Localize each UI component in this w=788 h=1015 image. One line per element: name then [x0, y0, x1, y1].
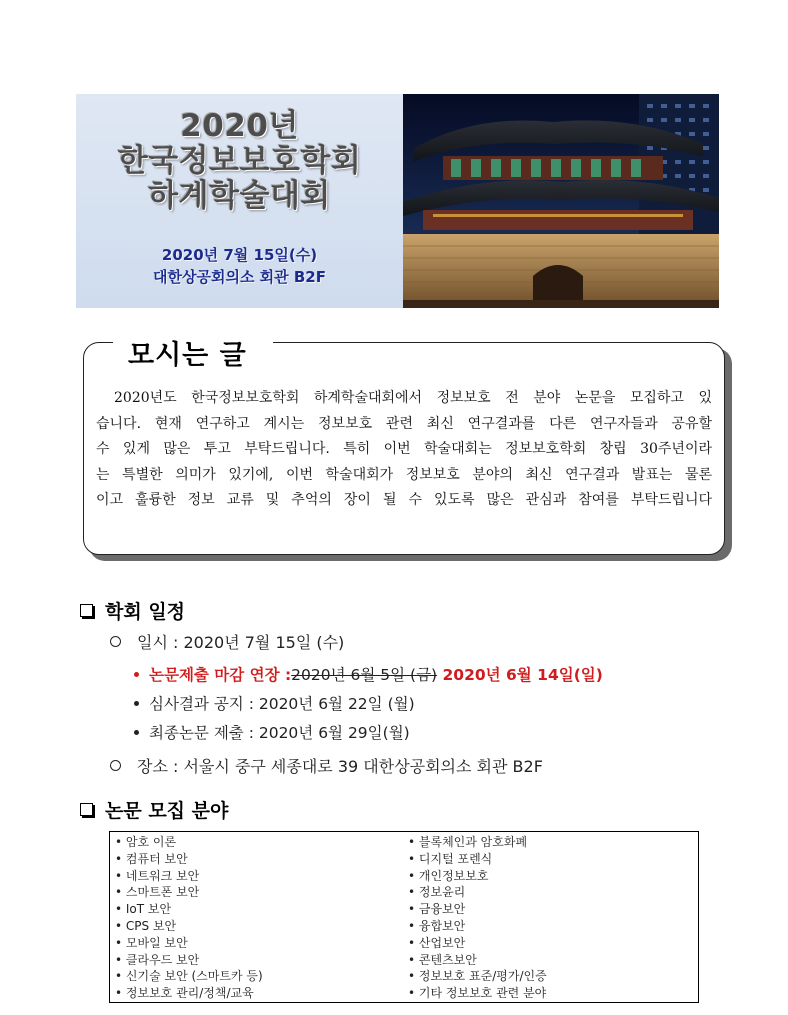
schedule-deadline-item — [134, 663, 603, 685]
place-text: 장소 : 서울시 중구 세종대로 39 대한상공회의소 회관 B2F — [137, 757, 543, 776]
topic-item: • 스마트폰 보안 — [115, 885, 200, 900]
deadline-new-date: 2020년 6월 14일(일) — [437, 666, 603, 684]
topic-item: • 개인정보보호 — [408, 868, 489, 883]
banner-title-society: 한국정보보호학회 — [117, 143, 362, 179]
banner-title-year: 2020년 — [180, 108, 299, 144]
topic-item: • 산업보안 — [408, 935, 466, 950]
topic-item: • 모바일 보안 — [115, 935, 188, 950]
topics-left-column — [115, 834, 263, 1002]
topic-item: • 디지털 포렌식 — [408, 851, 493, 866]
topic-item: • CPS 보안 — [115, 918, 177, 933]
invitation-text — [96, 386, 712, 514]
topic-item: • 암호 이론 — [115, 835, 177, 849]
topic-item: • 클라우드 보안 — [115, 952, 200, 967]
topic-item: • 정보윤리 — [408, 885, 466, 900]
invitation-line: 습니다. 현재 연구하고 계시는 정보보호 관련 최신 연구결과를 다른 연구자들과 공유할 — [96, 415, 712, 432]
topic-item: • IoT 보안 — [115, 902, 172, 917]
schedule-date-item — [110, 630, 344, 653]
topics-heading — [80, 796, 228, 823]
namdaemun-gate-image — [403, 94, 719, 308]
topics-right-column — [408, 834, 547, 1002]
deadline-old-date: 2020년 6월 5일 (금) — [291, 666, 438, 684]
banner-title-event: 하계학술대회 — [148, 178, 331, 214]
topic-item: • 블록체인과 암호화폐 — [408, 835, 528, 849]
schedule-review-item — [134, 692, 415, 714]
final-text: 최종논문 제출 : 2020년 6월 29일(월) — [149, 724, 410, 742]
topic-item: • 정보보호 관리/정책/교육 — [115, 986, 254, 1001]
review-text: 심사결과 공지 : 2020년 6월 22일 (월) — [149, 695, 415, 713]
bullet-dot-icon — [134, 730, 139, 735]
topics-table — [109, 831, 699, 1003]
topic-item: • 융합보안 — [408, 918, 466, 933]
banner-venue: 대한상공회의소 회관 B2F — [153, 268, 326, 286]
topic-item: • 기타 정보보호 관련 분야 — [408, 986, 547, 1001]
bullet-dot-icon — [134, 701, 139, 706]
topic-item: • 콘텐츠보안 — [408, 952, 477, 967]
invitation-line: 2020년도 한국정보보호학회 하계학술대회에서 정보보호 전 분야 논문을 모집하고 있 — [114, 390, 712, 406]
circle-bullet-icon — [110, 636, 121, 647]
schedule-heading-text: 학회 일정 — [105, 601, 186, 623]
topic-item: • 금융보안 — [408, 902, 466, 917]
schedule-date-text: 일시 : 2020년 7월 15일 (수) — [137, 633, 345, 652]
invitation-line: 이고 훌륭한 정보 교류 및 추억의 장이 될 수 있도록 많은 관심과 참여를 부탁드립니다 — [96, 492, 712, 508]
checkbox-square-icon — [80, 803, 93, 816]
schedule-final-item — [134, 721, 410, 743]
circle-bullet-icon — [110, 760, 121, 771]
deadline-label: 논문제출 마감 연장 : — [149, 666, 292, 684]
topic-item: • 정보보호 표준/평가/인증 — [408, 969, 547, 984]
topic-item: • 컴퓨터 보안 — [115, 851, 188, 866]
invitation-title: 모시는 글 — [128, 340, 247, 371]
topics-heading-text: 논문 모집 분야 — [105, 800, 229, 822]
banner-text-panel — [76, 94, 403, 308]
invitation-line: 수 있게 많은 투고 부탁드립니다. 특히 이번 학술대회는 정보보호학회 창립 30주년이라 — [96, 441, 712, 457]
schedule-place-item — [110, 754, 543, 777]
bullet-dot-icon — [134, 672, 139, 677]
schedule-heading — [80, 597, 185, 624]
checkbox-square-icon — [80, 604, 93, 617]
topic-item: • 네트워크 보안 — [115, 868, 200, 883]
invitation-line: 는 특별한 의미가 있기에, 이번 학술대회가 정보보호 분야의 최신 연구결과 발표는 물론 — [96, 466, 712, 483]
topic-item: • 신기술 보안 (스마트카 등) — [115, 969, 263, 984]
banner-date: 2020년 7월 15일(수) — [161, 246, 318, 264]
